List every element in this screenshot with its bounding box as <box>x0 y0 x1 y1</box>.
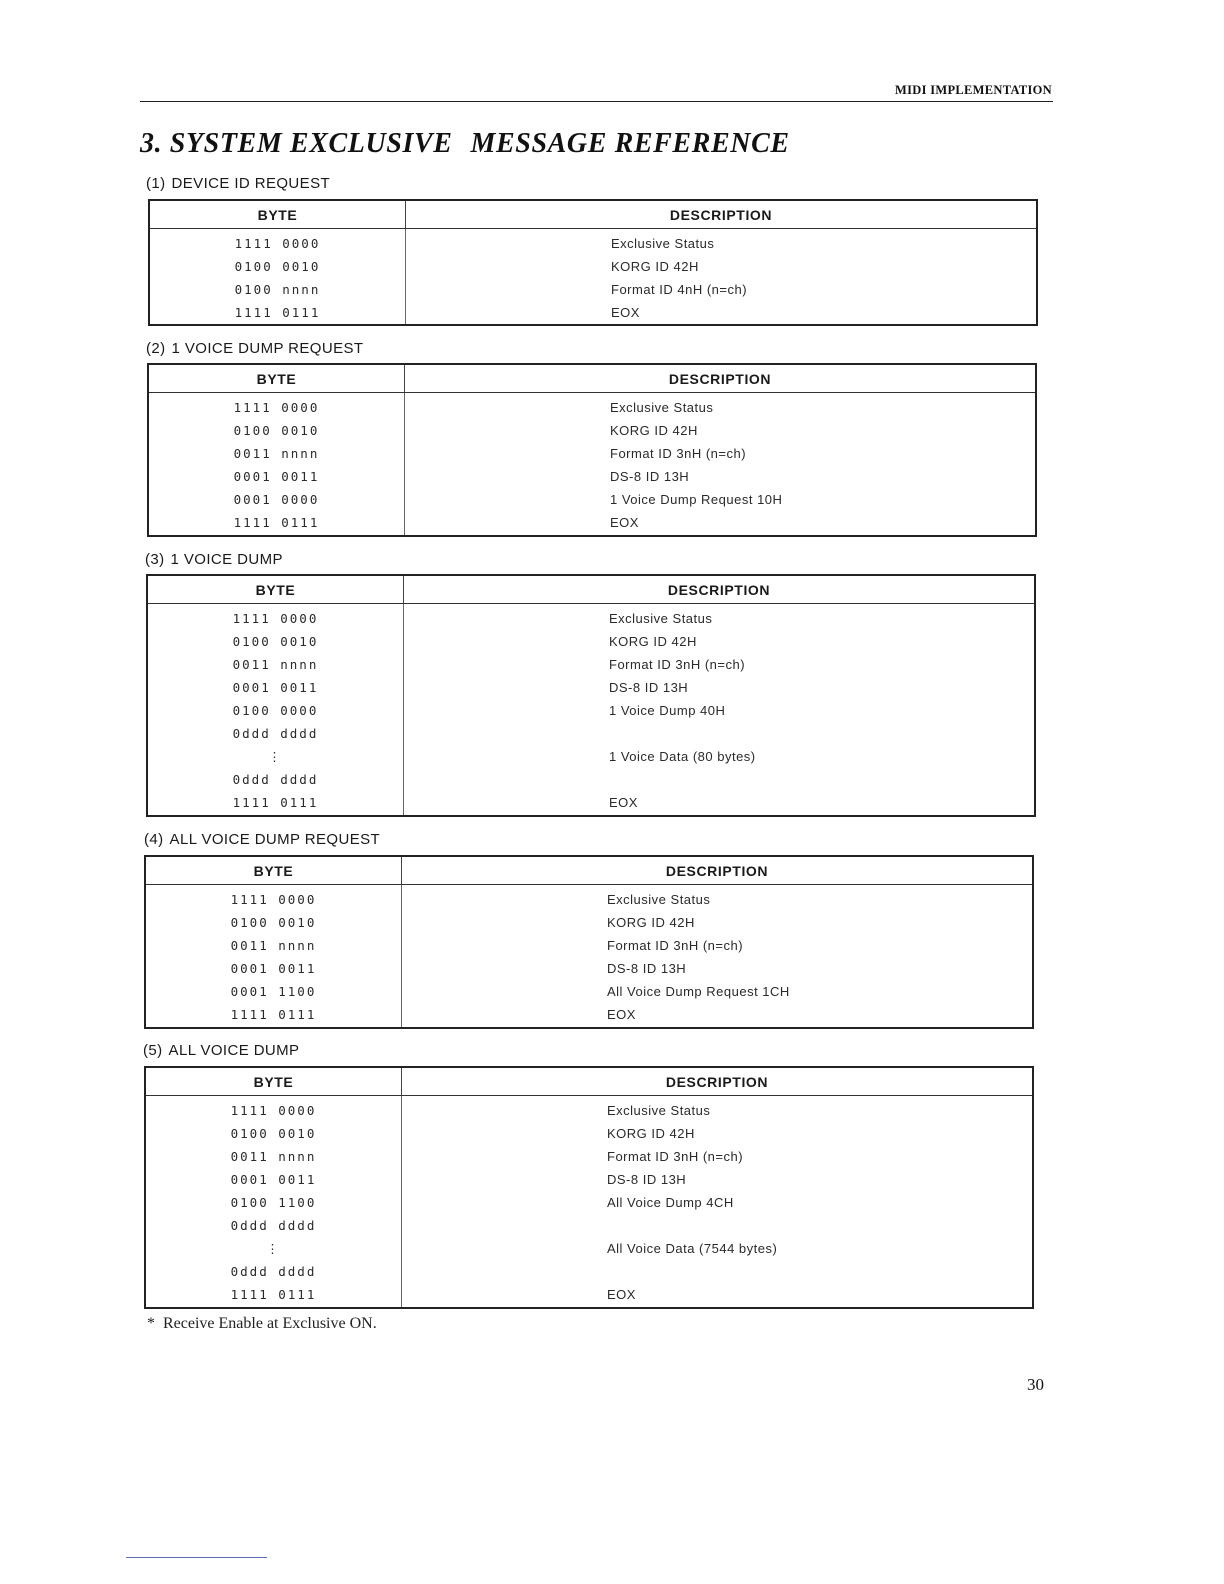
description-column-header: DESCRIPTION <box>665 1073 769 1090</box>
description-cell: EOX <box>610 515 639 530</box>
byte-column <box>146 1096 402 1307</box>
byte-cell: 1111 0111 <box>234 305 321 320</box>
description-cell: EOX <box>611 305 640 320</box>
page-title-part-1: 3. SYSTEM EXCLUSIVE <box>140 128 453 159</box>
section-title: DEVICE ID REQUEST <box>171 175 331 192</box>
description-cell: KORG ID 42H <box>609 634 697 649</box>
section-label-2 <box>146 340 363 357</box>
section-number: (2) <box>146 340 166 357</box>
all-voice-dump-table <box>144 1066 1034 1309</box>
description-cell <box>404 722 1034 745</box>
description-cell <box>404 768 1034 791</box>
description-cell: DS-8 ID 13H <box>607 961 687 976</box>
description-cell: KORG ID 42H <box>607 915 695 930</box>
byte-cell: 1111 0000 <box>232 611 319 626</box>
table-body <box>150 229 1036 324</box>
byte-column-header: BYTE <box>146 1068 402 1095</box>
footnote-asterisk: * <box>147 1315 155 1332</box>
description-cell: 1 Voice Dump 40H <box>609 703 726 718</box>
byte-cell: 0100 0000 <box>232 703 319 718</box>
byte-column-header: BYTE <box>146 857 402 884</box>
section-title: ALL VOICE DUMP <box>168 1042 300 1059</box>
description-column <box>402 885 1032 1027</box>
description-cell: Format ID 3nH (n=ch) <box>610 446 747 461</box>
byte-cell: 0011 nnnn <box>230 1149 317 1164</box>
table-header-row <box>150 201 1036 229</box>
description-cell: Format ID 4nH (n=ch) <box>611 282 748 297</box>
description-cell: EOX <box>607 1287 636 1302</box>
running-head: MIDI IMPLEMENTATION <box>895 83 1052 97</box>
byte-cell: 1111 0000 <box>230 1103 317 1118</box>
device-id-request-table <box>148 199 1038 326</box>
page-number: 30 <box>1027 1375 1044 1394</box>
description-cell: KORG ID 42H <box>611 259 699 274</box>
table-header-row <box>148 576 1034 604</box>
byte-cell: 0ddd dddd <box>232 726 319 741</box>
byte-cell: 0100 0010 <box>233 423 320 438</box>
description-cell: Exclusive Status <box>611 236 715 251</box>
table-header-row <box>146 857 1032 885</box>
byte-cell: 1111 0000 <box>233 400 320 415</box>
section-title: 1 VOICE DUMP REQUEST <box>171 340 364 357</box>
description-cell <box>402 1214 1032 1237</box>
footnote <box>147 1315 377 1333</box>
byte-cell: 0001 0011 <box>232 680 319 695</box>
byte-cell: ⋮ <box>266 1241 281 1256</box>
byte-cell: 0ddd dddd <box>232 772 319 787</box>
page-title <box>140 128 790 160</box>
byte-cell: 0001 0000 <box>233 492 320 507</box>
byte-cell: 0100 nnnn <box>234 282 321 297</box>
description-column-header: DESCRIPTION <box>667 581 771 598</box>
byte-cell: 0001 1100 <box>230 984 317 999</box>
byte-column <box>150 229 406 324</box>
byte-cell: 0100 1100 <box>230 1195 317 1210</box>
section-number: (3) <box>145 551 165 568</box>
voice-dump-request-table <box>147 363 1037 537</box>
byte-column <box>149 393 405 535</box>
byte-cell: 1111 0111 <box>232 795 319 810</box>
section-label-1 <box>146 175 330 192</box>
description-column <box>405 393 1035 535</box>
byte-cell: 0011 nnnn <box>233 446 320 461</box>
description-column-header: DESCRIPTION <box>668 370 772 387</box>
description-cell: Format ID 3nH (n=ch) <box>607 938 744 953</box>
description-cell <box>402 1260 1032 1283</box>
section-label-5 <box>143 1042 299 1059</box>
byte-cell: 0ddd dddd <box>230 1264 317 1279</box>
section-number: (5) <box>143 1042 163 1059</box>
description-cell: Format ID 3nH (n=ch) <box>609 657 746 672</box>
byte-cell: 1111 0000 <box>234 236 321 251</box>
byte-cell: 0100 0010 <box>230 1126 317 1141</box>
description-cell: All Voice Dump 4CH <box>607 1195 734 1210</box>
table-body <box>146 885 1032 1027</box>
byte-cell: 0001 0011 <box>230 1172 317 1187</box>
page-title-part-2: MESSAGE REFERENCE <box>470 128 790 159</box>
byte-cell: 0011 nnnn <box>230 938 317 953</box>
header-rule <box>140 101 1053 102</box>
table-body <box>148 604 1034 815</box>
byte-cell: 1111 0111 <box>233 515 320 530</box>
description-cell: 1 Voice Dump Request 10H <box>610 492 783 507</box>
description-cell: DS-8 ID 13H <box>609 680 689 695</box>
footnote-text: Receive Enable at Exclusive ON. <box>163 1315 377 1332</box>
byte-cell: ⋮ <box>268 749 283 764</box>
byte-cell: 0100 0010 <box>232 634 319 649</box>
table-header-row <box>146 1068 1032 1096</box>
byte-cell: 1111 0111 <box>230 1007 317 1022</box>
section-title: 1 VOICE DUMP <box>170 551 283 568</box>
table-header-row <box>149 365 1035 393</box>
byte-column <box>146 885 402 1027</box>
description-column-header: DESCRIPTION <box>669 206 773 223</box>
byte-cell: 0ddd dddd <box>230 1218 317 1233</box>
description-cell: All Voice Data (7544 bytes) <box>607 1241 778 1256</box>
description-cell: KORG ID 42H <box>607 1126 695 1141</box>
table-body <box>149 393 1035 535</box>
description-cell: All Voice Dump Request 1CH <box>607 984 790 999</box>
byte-cell: 0011 nnnn <box>232 657 319 672</box>
table-body <box>146 1096 1032 1307</box>
byte-cell: 0001 0011 <box>230 961 317 976</box>
voice-dump-table <box>146 574 1036 817</box>
section-label-3 <box>145 551 283 568</box>
byte-cell: 0001 0011 <box>233 469 320 484</box>
description-cell: Exclusive Status <box>607 1103 711 1118</box>
section-number: (1) <box>146 175 166 192</box>
byte-cell: 1111 0000 <box>230 892 317 907</box>
description-cell: KORG ID 42H <box>610 423 698 438</box>
byte-cell: 0100 0010 <box>230 915 317 930</box>
description-cell: Exclusive Status <box>607 892 711 907</box>
byte-column-header: BYTE <box>150 201 406 228</box>
description-cell: DS-8 ID 13H <box>610 469 690 484</box>
byte-cell: 0100 0010 <box>234 259 321 274</box>
all-voice-dump-request-table <box>144 855 1034 1029</box>
section-title: ALL VOICE DUMP REQUEST <box>169 831 381 848</box>
bottom-rule <box>126 1557 267 1558</box>
description-cell: EOX <box>607 1007 636 1022</box>
description-column-header: DESCRIPTION <box>665 862 769 879</box>
byte-column-header: BYTE <box>149 365 405 392</box>
description-column <box>404 604 1034 815</box>
description-column <box>402 1096 1032 1307</box>
description-cell: Format ID 3nH (n=ch) <box>607 1149 744 1164</box>
section-label-4 <box>144 831 380 848</box>
description-cell: 1 Voice Data (80 bytes) <box>609 749 756 764</box>
section-number: (4) <box>144 831 164 848</box>
description-cell: EOX <box>609 795 638 810</box>
description-cell: Exclusive Status <box>609 611 713 626</box>
byte-column <box>148 604 404 815</box>
byte-column-header: BYTE <box>148 576 404 603</box>
description-column <box>406 229 1036 324</box>
description-cell: Exclusive Status <box>610 400 714 415</box>
byte-cell: 1111 0111 <box>230 1287 317 1302</box>
description-cell: DS-8 ID 13H <box>607 1172 687 1187</box>
